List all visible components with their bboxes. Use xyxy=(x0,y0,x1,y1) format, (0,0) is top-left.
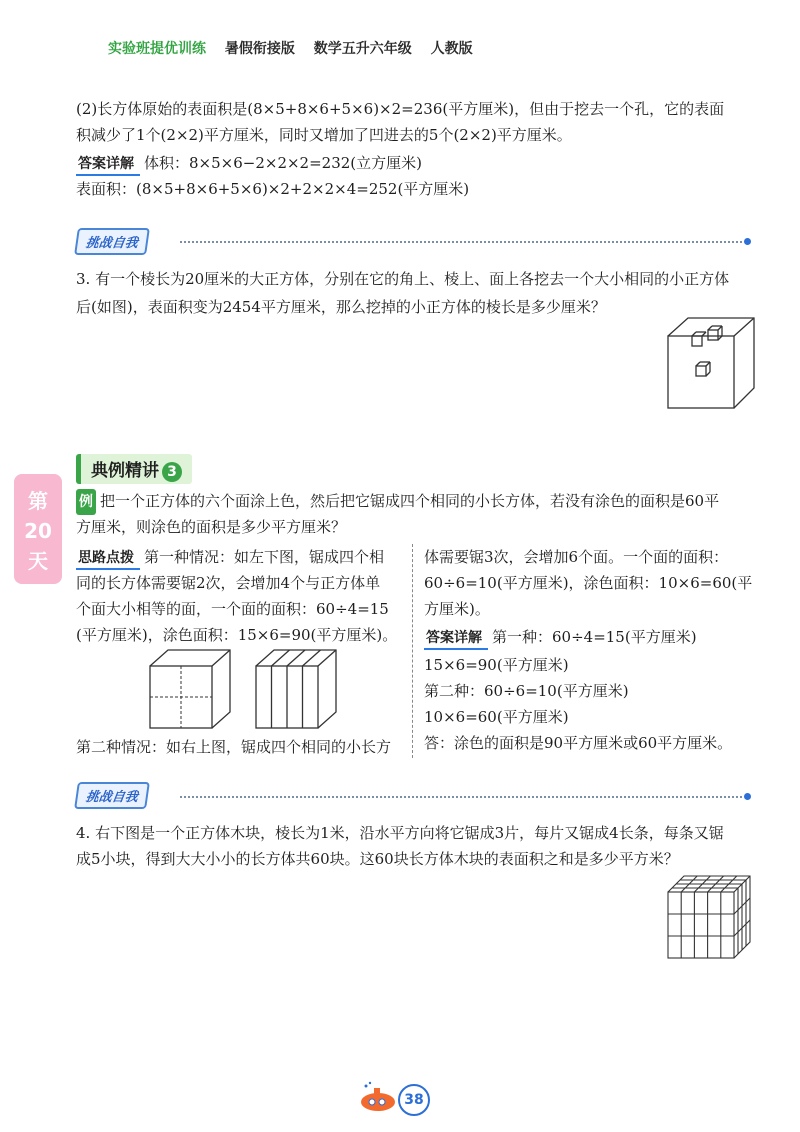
thinking-line3: 个面大小相等的面，一个面的面积：60÷4=15 xyxy=(76,600,389,618)
thinking-line4: (平方厘米)，涂色面积：15×6=90(平方厘米)。 xyxy=(76,626,398,644)
question-4-line1: 4. 右下图是一个正方体木块，棱长为1米，沿水平方向将它锯成3片，每片又锯成4长条，每条又锯 xyxy=(76,824,724,842)
challenge-banner: 挑战自我 xyxy=(74,228,150,255)
page-header xyxy=(108,38,473,58)
answer-line-3: 第二种：60÷6=10(平方厘米) xyxy=(424,682,629,700)
divider-dot-2 xyxy=(744,793,751,800)
answer-row-1 xyxy=(76,150,422,176)
right-line3: 方厘米)。 xyxy=(424,600,490,618)
example-number: 3 xyxy=(162,462,182,482)
column-divider xyxy=(412,544,413,758)
challenge-banner-2: 挑战自我 xyxy=(74,782,150,809)
answer-final: 答：涂色的面积是90平方厘米或60平方厘米。 xyxy=(424,734,733,752)
subject-label: 数学五升六年级 xyxy=(313,41,412,57)
part2-line1: (2)长方体原始的表面积是(8×5+8×6+5×6)×2=236(平方厘米)，但由于挖去一个孔，它的表面 xyxy=(76,100,725,118)
page-number: 38 xyxy=(398,1084,430,1116)
answer-line-4: 10×6=60(平方厘米) xyxy=(424,708,569,726)
cube-cut-in-four-figure-2 xyxy=(252,648,342,732)
thinking-text-1: 第一种情况：如左下图，锯成四个相 xyxy=(144,548,385,566)
divider-dot xyxy=(744,238,751,245)
answer-tag-2: 答案详解 xyxy=(424,628,488,650)
edition-label: 暑假衔接版 xyxy=(224,41,295,57)
right-line2: 60÷6=10(平方厘米)，涂色面积：10×6=60(平 xyxy=(424,574,753,592)
right-line1: 体需要锯3次，会增加6个面。一个面的面积： xyxy=(424,548,729,566)
cube-with-holes-figure xyxy=(660,312,760,412)
thinking-line5: 第二种情况：如右上图，锯成四个相同的小长方 xyxy=(76,738,392,756)
question-3-line1: 3. 有一个棱长为20厘米的大正方体，分别在它的角上、棱上、面上各挖去一个大小相同的小正方体 xyxy=(76,270,730,288)
part2-line2: 积减少了1个(2×2)平方厘米，同时又增加了凹进去的5个(2×2)平方厘米。 xyxy=(76,126,572,144)
submarine-icon xyxy=(356,1080,400,1116)
question-4-line2: 成5小块，得到大大小小的长方体共60块。这60块长方体木块的表面积之和是多少平方米？ xyxy=(76,850,679,868)
series-title: 实验班提优训练 xyxy=(108,41,206,57)
right-answer-row xyxy=(424,624,697,650)
thinking-line2: 同的长方体需要锯2次，会增加4个与正方体单 xyxy=(76,574,381,592)
example-line2: 方厘米，则涂色的面积是多少平方厘米？ xyxy=(76,518,347,536)
example-title-text: 典例精讲 xyxy=(91,461,159,481)
thinking-line1 xyxy=(76,544,384,570)
answer-line-2: 15×6=90(平方厘米) xyxy=(424,656,569,674)
example-badge: 例 xyxy=(76,489,96,515)
answer-first: 第一种：60÷4=15(平方厘米) xyxy=(492,628,697,646)
day-tab-number: 20 xyxy=(24,519,52,543)
answer-tag: 答案详解 xyxy=(76,154,140,176)
thinking-tag: 思路点拨 xyxy=(76,548,140,570)
example-line1 xyxy=(76,488,719,515)
answer-surface: 表面积：(8×5+8×6+5×6)×2+2×2×4=252(平方厘米) xyxy=(76,180,470,198)
day-tab xyxy=(14,474,62,584)
day-tab-line3: 天 xyxy=(28,549,48,573)
publisher-label: 人教版 xyxy=(430,41,473,57)
example-section-title xyxy=(76,454,192,484)
grid-cube-figure xyxy=(664,872,754,962)
dotted-divider xyxy=(180,241,742,243)
answer-volume: 体积：8×5×6−2×2×2=232(立方厘米) xyxy=(144,154,423,172)
day-tab-line1: 第 xyxy=(28,489,48,513)
example-text-1: 把一个正方体的六个面涂上色，然后把它锯成四个相同的小长方体，若没有涂色的面积是60平 xyxy=(100,492,720,510)
dotted-divider-2 xyxy=(180,796,742,798)
question-3-line2: 后(如图)，表面积变为2454平方厘米，那么挖掉的小正方体的棱长是多少厘米？ xyxy=(76,298,606,316)
cube-cut-in-four-figure-1 xyxy=(146,648,236,732)
